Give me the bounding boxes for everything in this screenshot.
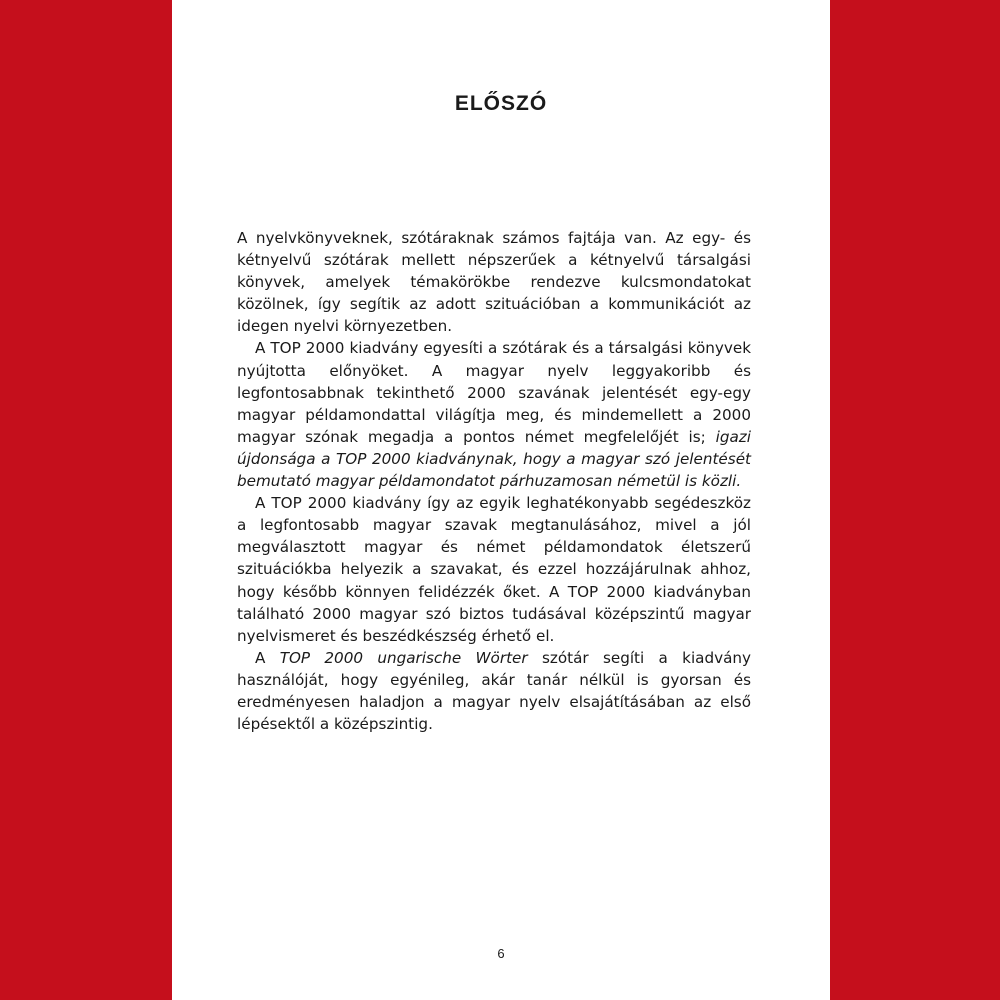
paragraph-2: [237, 337, 751, 492]
left-red-border: [0, 0, 172, 1000]
paragraph-4: [237, 647, 751, 735]
page-title: ELŐSZÓ: [454, 92, 548, 115]
paragraph-2-italic-text: igazi újdonsága a TOP 2000 kiadványnak, hogy a magyar szó jelentését bemutató magyar példamondatot párhuzamosan németül is közli.: [237, 427, 751, 491]
document-page: [172, 0, 830, 1000]
paragraph-4-text-start: A: [255, 648, 280, 667]
paragraph-4-text-end: szótár segíti a kiadvány használóját, hogy egyénileg, akár tanár nélkül is gyorsan és eredményesen haladjon a magyar nyelv elsajátításában az első lépésektől a középszintig.: [237, 648, 752, 734]
paragraph-1-text: A nyelvkönyveknek, szótáraknak számos fajtája van. Az egy- és kétnyelvű szótárak mellett népszerűek a kétnyelvű társalgási könyvek, amelyek témakörökbe rendezve kulcsmondatokat közölnek, így segítik az adott szituációban a kommunikációt az idegen nyelvi környezetben.: [237, 229, 751, 336]
paragraph-1: [237, 227, 751, 337]
right-red-border: [830, 0, 1000, 1000]
preface-body: [237, 227, 751, 735]
paragraph-4-italic-title: TOP 2000 ungarische Wörter: [279, 648, 528, 667]
page-number: 6: [497, 946, 505, 961]
paragraph-3: [237, 492, 751, 647]
paragraph-3-text: A TOP 2000 kiadvány így az egyik leghatékonyabb segédeszköz a legfontosabb magyar szavak megtanulásához, mivel a jól megválasztott magyar és német példamondatok életszerű szituációkba helyezik a szavakat, és ezzel hozzájárulnak ahhoz, hogy később könnyen felidézzék őket. A TOP 2000 kiadványban található 2000 magyar szó biztos tudásával középszintű magyar nyelvismeret és beszédkészség érhető el.: [237, 494, 751, 645]
paragraph-2-text: A TOP 2000 kiadvány egyesíti a szótárak és a társalgási könyvek nyújtotta előnyöket. A magyar nyelv leggyakoribb és legfontosabbnak tekinthető 2000 szavának jelentését egy-egy magyar példamondattal világítja meg, és mindemellett a 2000 magyar szónak megadja a pontos német megfelelőjét is;: [237, 339, 751, 446]
